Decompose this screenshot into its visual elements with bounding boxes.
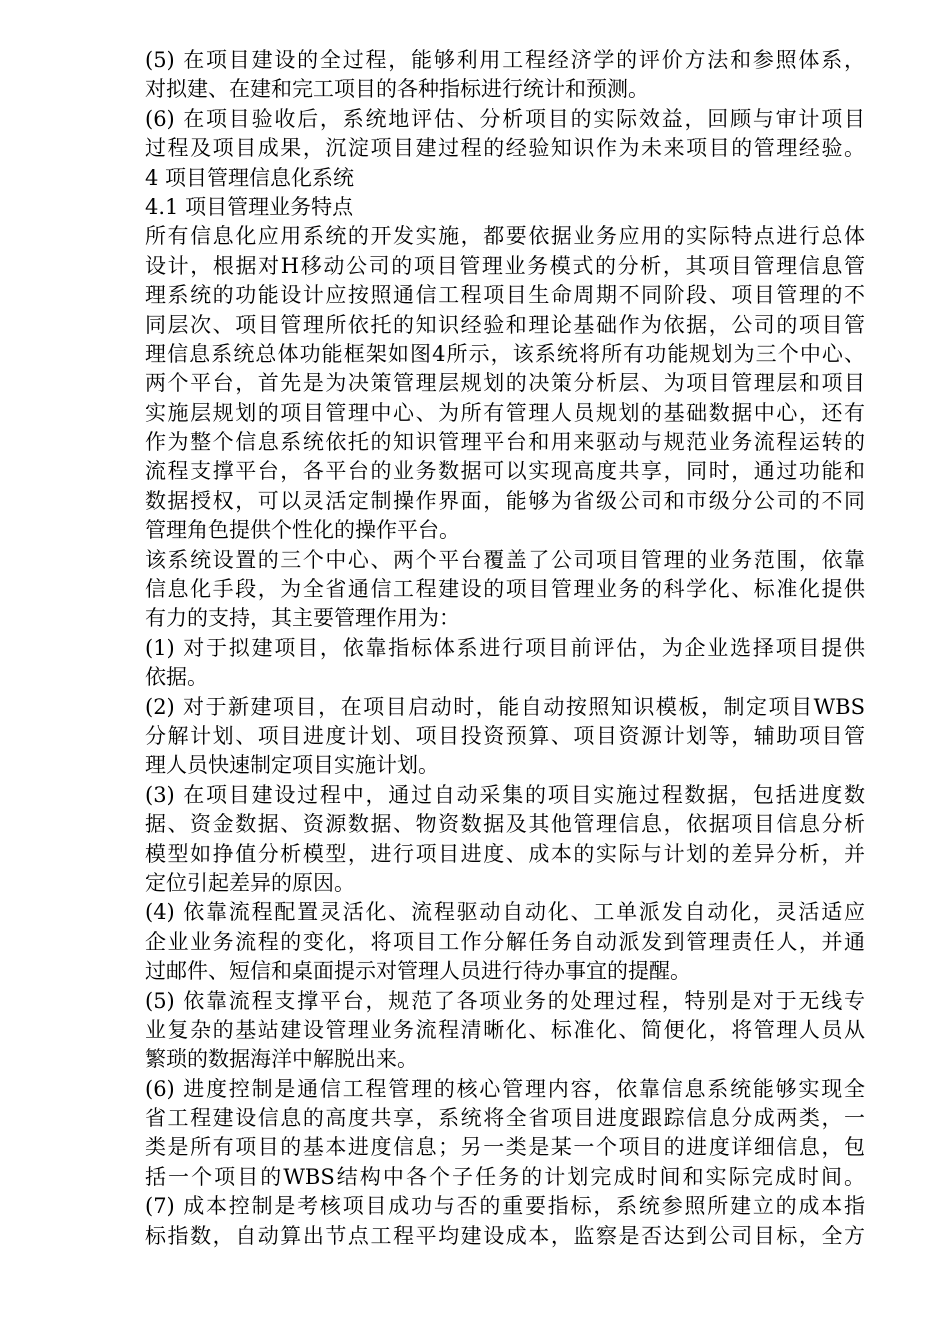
text-line: (1) 对于拟建项目，依靠指标体系进行项目前评估，为企业选择项目提供 <box>145 635 865 660</box>
text-line: 流程支撑平台，各平台的业务数据可以实现高度共享，同时，通过功能和 <box>145 459 865 484</box>
text-line: 作为整个信息系统依托的知识管理平台和用来驱动与规范业务流程运转的 <box>145 430 865 455</box>
text-line: 所有信息化应用系统的开发实施，都要依据业务应用的实际特点进行总体 <box>145 224 865 249</box>
text-line: 理人员快速制定项目实施计划。 <box>145 753 439 778</box>
text-line: 数据授权，可以灵活定制操作界面，能够为省级公司和市级分公司的不同 <box>145 488 865 513</box>
text-line: (6) 在项目验收后，系统地评估、分析项目的实际效益，回顾与审计项目 <box>145 106 865 131</box>
text-line: 信息化手段，为全省通信工程建设的项目管理业务的科学化、标准化提供 <box>145 577 865 602</box>
text-line: (4) 依靠流程配置灵活化、流程驱动自动化、工单派发自动化，灵活适应 <box>145 900 865 925</box>
text-line: 括一个项目的WBS结构中各个子任务的计划完成时间和实际完成时间。 <box>145 1164 865 1189</box>
text-line: 模型如挣值分析模型，进行项目进度、成本的实际与计划的差异分析，并 <box>145 841 865 866</box>
text-line: 4 项目管理信息化系统 <box>145 165 355 190</box>
text-line: 定位引起差异的原因。 <box>145 870 355 895</box>
text-line: 对拟建、在建和完工项目的各种指标进行统计和预测。 <box>145 77 649 102</box>
text-line: 设计，根据对H移动公司的项目管理业务模式的分析，其项目管理信息管 <box>145 253 865 278</box>
text-line: 4.1 项目管理业务特点 <box>145 194 354 219</box>
text-line: 实施层规划的项目管理中心、为所有管理人员规划的基础数据中心，还有 <box>145 400 865 425</box>
text-line: 繁琐的数据海洋中解脱出来。 <box>145 1047 418 1072</box>
text-line: 该系统设置的三个中心、两个平台覆盖了公司项目管理的业务范围，依靠 <box>145 547 865 572</box>
text-line: (5) 依靠流程支撑平台，规范了各项业务的处理过程，特别是对于无线专 <box>145 988 865 1013</box>
text-line: 标指数，自动算出节点工程平均建设成本，监察是否达到公司目标，全方 <box>145 1223 865 1248</box>
text-line: (7) 成本控制是考核项目成功与否的重要指标，系统参照所建立的成本指 <box>145 1194 865 1219</box>
text-line: 业复杂的基站建设管理业务流程清晰化、标准化、简便化，将管理人员从 <box>145 1017 865 1042</box>
text-line: 分解计划、项目进度计划、项目投资预算、项目资源计划等，辅助项目管 <box>145 723 865 748</box>
text-line: 有力的支持，其主要管理作用为： <box>145 606 460 631</box>
text-line: 同层次、项目管理所依托的知识经验和理论基础作为依据，公司的项目管 <box>145 312 865 337</box>
text-line: 类是所有项目的基本进度信息；另一类是某一个项目的进度详细信息，包 <box>145 1135 865 1160</box>
text-line: (3) 在项目建设过程中，通过自动采集的项目实施过程数据，包括进度数 <box>145 782 865 807</box>
text-line: 企业业务流程的变化，将项目工作分解任务自动派发到管理责任人，并通 <box>145 929 865 954</box>
text-line: (5) 在项目建设的全过程，能够利用工程经济学的评价方法和参照体系， <box>145 48 865 72</box>
text-line: 省工程建设信息的高度共享，系统将全省项目进度跟踪信息分成两类，一 <box>145 1106 865 1131</box>
text-line: (6) 进度控制是通信工程管理的核心管理内容，依靠信息系统能够实现全 <box>145 1076 865 1101</box>
text-line: 依据。 <box>145 665 208 690</box>
text-line: 理系统的功能设计应按照通信工程项目生命周期不同阶段、项目管理的不 <box>145 283 865 308</box>
text-line: 管理角色提供个性化的操作平台。 <box>145 518 460 543</box>
text-line: 据、资金数据、资源数据、物资数据及其他管理信息，依据项目信息分析 <box>145 812 865 837</box>
text-line: 过邮件、短信和桌面提示对管理人员进行待办事宜的提醒。 <box>145 959 691 984</box>
text-line: 两个平台，首先是为决策管理层规划的决策分析层、为项目管理层和项目 <box>145 371 865 396</box>
text-line: (2) 对于新建项目，在项目启动时，能自动按照知识模板，制定项目WBS <box>145 694 865 719</box>
text-line: 过程及项目成果，沉淀项目建过程的经验知识作为未来项目的管理经验。 <box>145 136 865 161</box>
text-line: 理信息系统总体功能框架如图4所示，该系统将所有功能规划为三个中心、 <box>145 341 865 366</box>
document-page <box>145 46 865 1251</box>
